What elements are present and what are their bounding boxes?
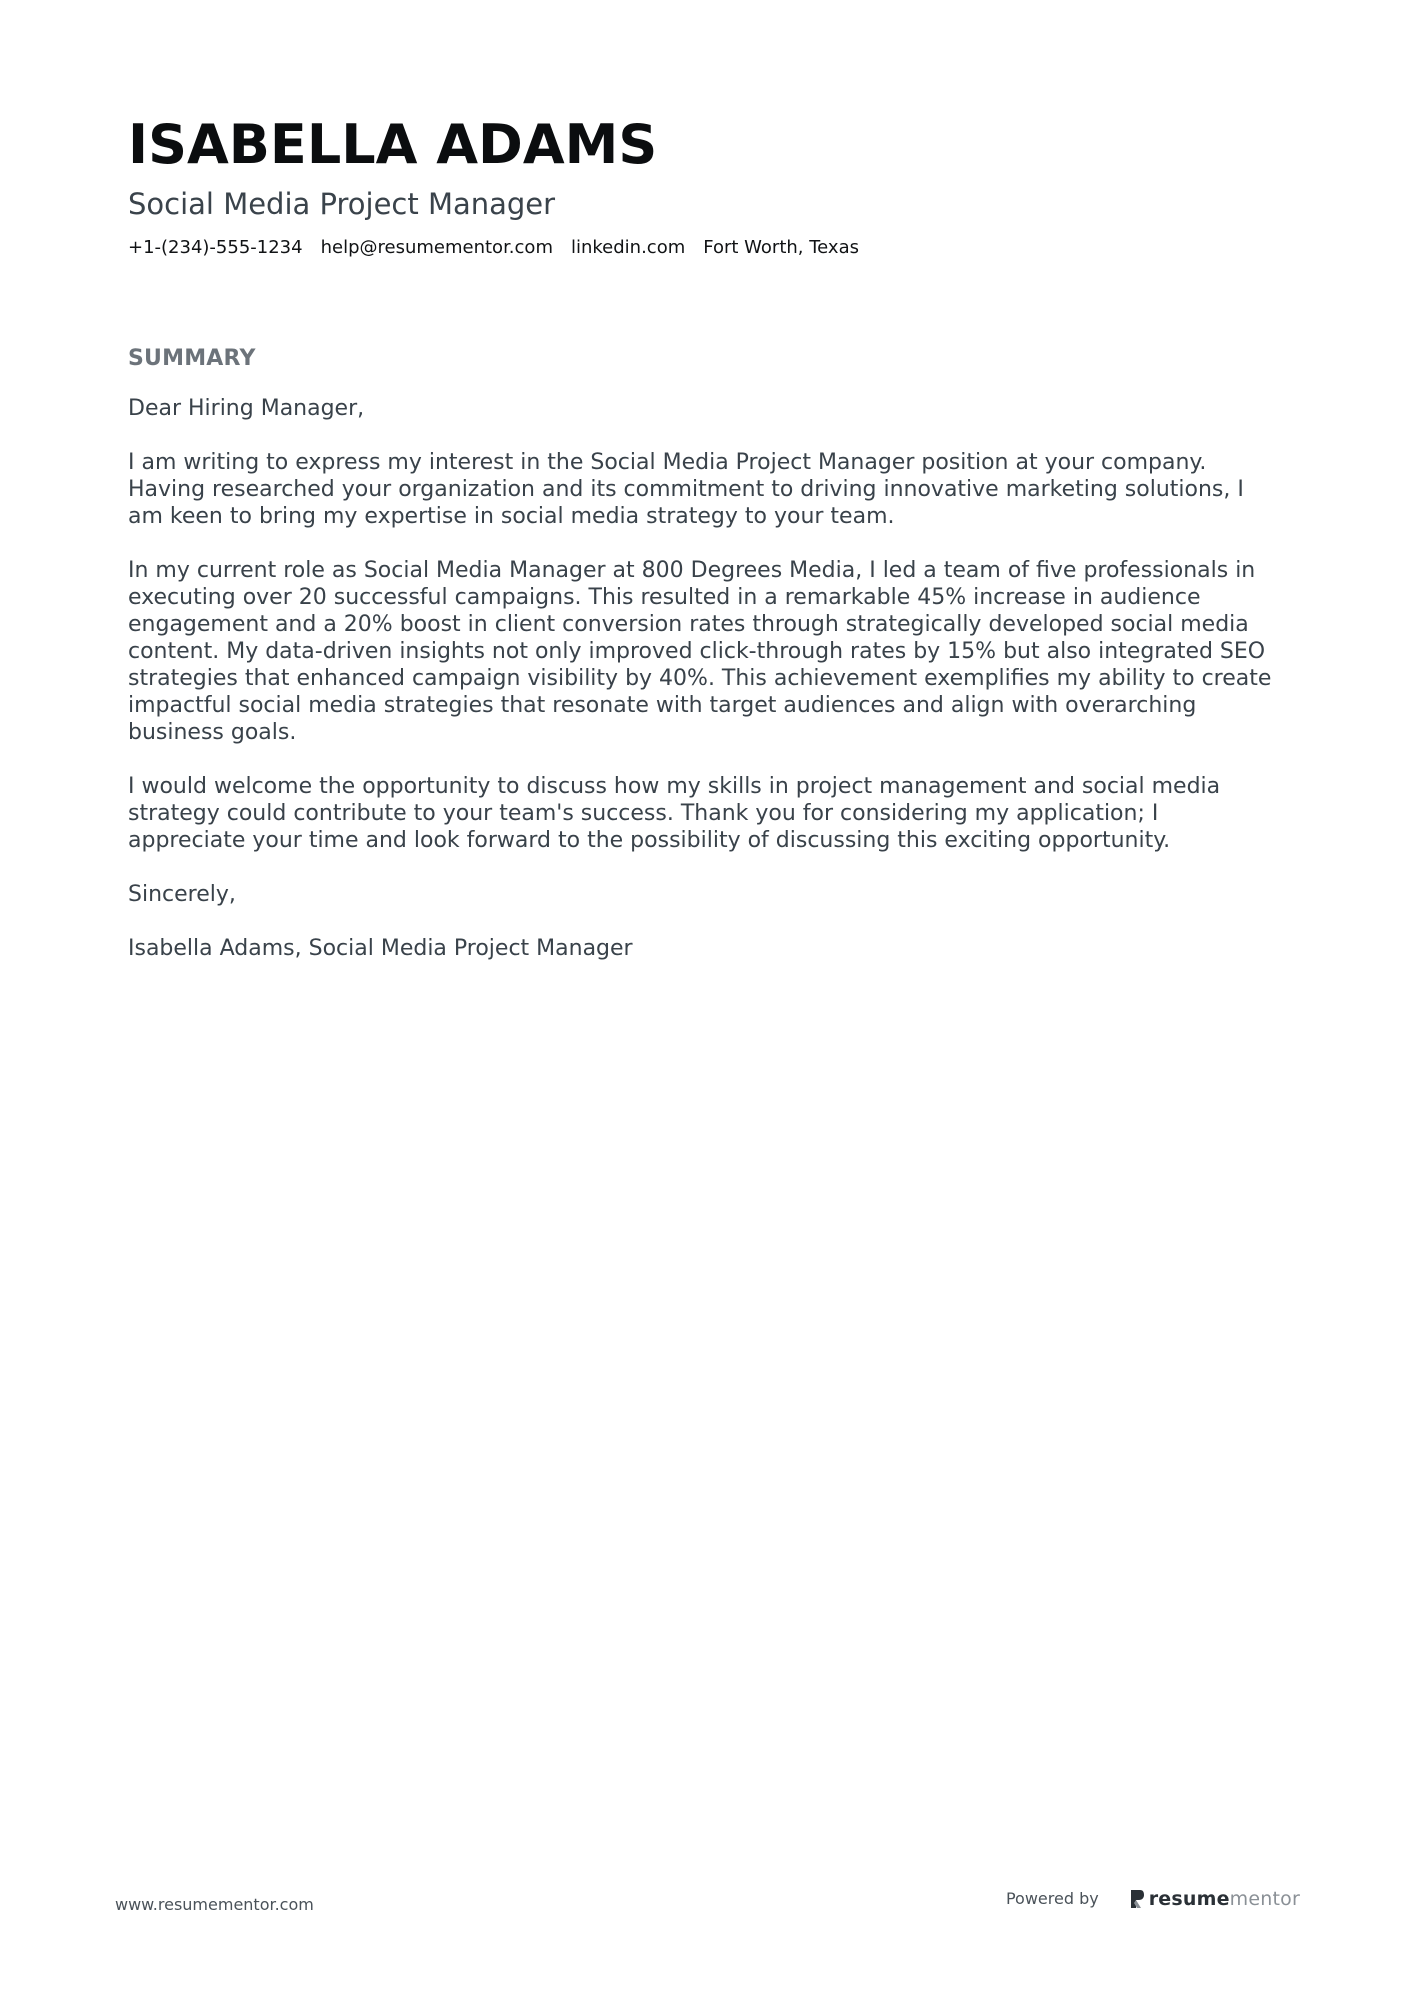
signature: Isabella Adams, Social Media Project Manager — [128, 936, 633, 961]
brand-name-bold: resume — [1148, 1888, 1230, 1910]
letter-body — [128, 395, 1278, 962]
contact-location: Fort Worth, Texas — [703, 237, 859, 258]
brand-logo[interactable] — [1129, 1888, 1300, 1910]
sign-off: Sincerely, — [128, 882, 236, 907]
summary-section — [128, 345, 1278, 962]
resumementor-logo-icon — [1129, 1889, 1145, 1909]
contact-row — [128, 236, 1278, 260]
brand-name-light: mentor — [1229, 1888, 1300, 1910]
footer-website[interactable]: www.resumementor.com — [115, 1895, 314, 1914]
letter-paragraph-experience: In my current role as Social Media Manager at 800 Degrees Media, I led a team of five professionals in executing over 20 successful campaigns. This resulted in a remarkable 45% increase in audience engagement and a 20% boost in client conversion rates through strategically developed social media content. My data-driven insights not only improved click-through rates by 15% but also integrated SEO strategies that enhanced campaign visibility by 40%. This achievement exemplifies my ability to create impactful social media strategies that resonate with target audiences and align with overarching business goals. — [128, 558, 1272, 745]
header — [128, 112, 1278, 260]
contact-linkedin[interactable]: linkedin.com — [570, 237, 686, 258]
salutation: Dear Hiring Manager, — [128, 396, 365, 421]
candidate-title: Social Media Project Manager — [128, 187, 556, 221]
candidate-name: ISABELLA ADAMS — [128, 113, 658, 176]
powered-by-label: Powered by — [1005, 1889, 1099, 1908]
contact-email[interactable]: help@resumementor.com — [320, 237, 553, 258]
letter-paragraph-closing: I would welcome the opportunity to discuss how my skills in project management and social media strategy could contribute to your team's success. Thank you for considering my application; I appreciate your time and look forward to the possibility of discussing this exciting opportunity. — [128, 774, 1221, 853]
letter-paragraph-intro: I am writing to express my interest in the Social Media Project Manager position at your company. Having researched your organization and its commitment to driving innovative marketing solutions, I am keen to bring my expertise in social media strategy to your team. — [128, 450, 1244, 529]
summary-heading: SUMMARY — [128, 346, 256, 371]
footer-branding — [1006, 1888, 1300, 1910]
contact-phone[interactable]: +1-(234)-555-1234 — [128, 237, 303, 258]
